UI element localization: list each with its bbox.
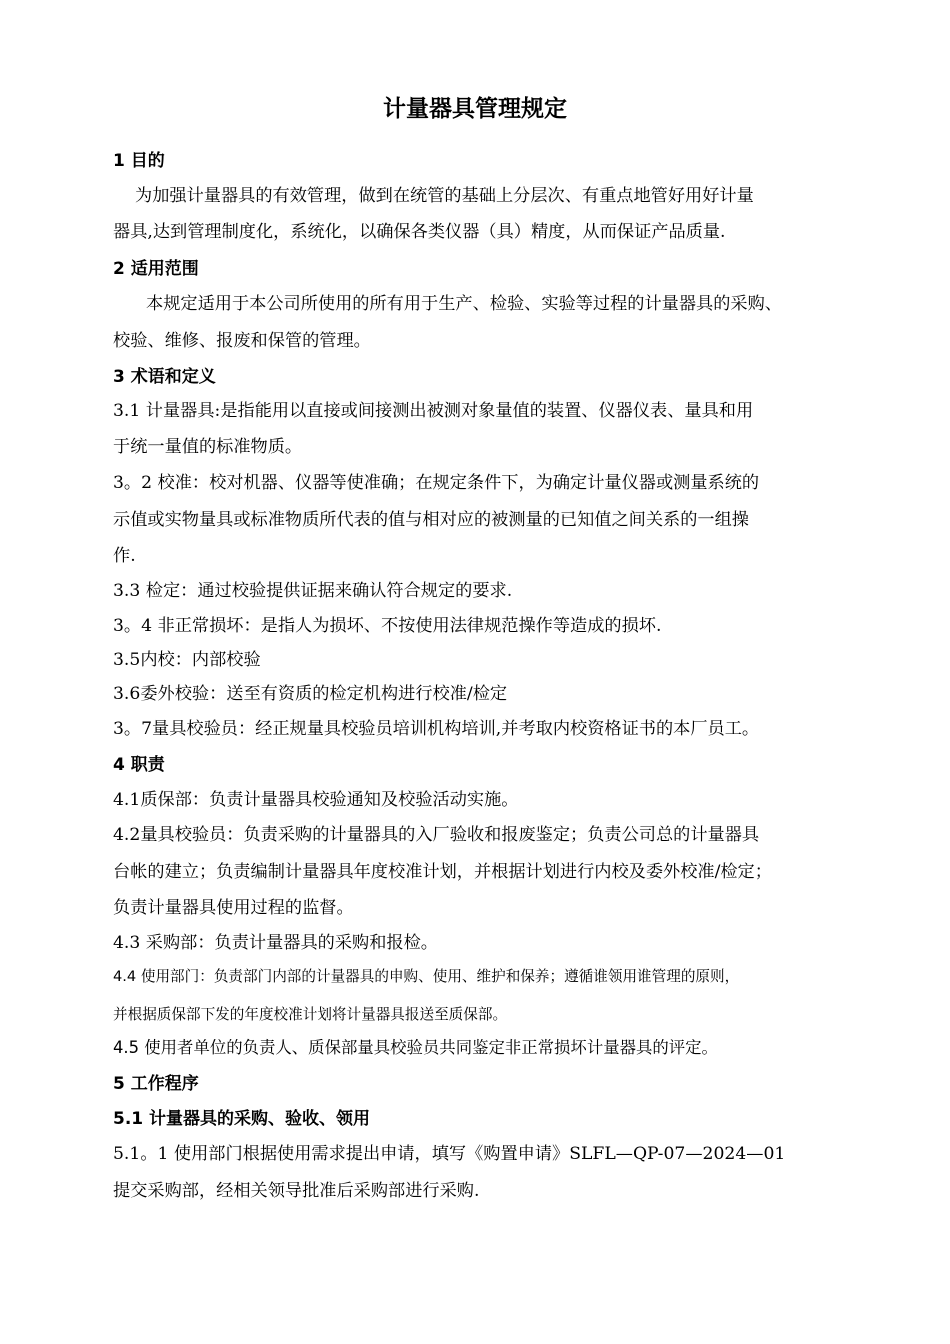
paragraph-line: 3。4 非正常损坏：是指人为损坏、不按使用法律规范操作等造成的损坏.	[113, 616, 662, 636]
subsection-heading-procurement: 5.1 计量器具的采购、验收、领用	[113, 1109, 371, 1129]
paragraph-line: 4.5 使用者单位的负责人、质保部量具校验员共同鉴定非正常损坏计量器具的评定。	[113, 1038, 718, 1057]
section-heading-purpose: 1 目的	[113, 151, 165, 171]
paragraph-line: 台帐的建立；负责编制计量器具年度校准计划，并根据计划进行内校及委外校准/检定；	[113, 862, 772, 882]
paragraph-line: 4.4 使用部门：负责部门内部的计量器具的申购、使用、维护和保养；遵循谁领用谁管理的原则，	[113, 968, 740, 985]
paragraph-line: 4.1质保部：负责计量器具校验通知及校验活动实施。	[113, 790, 519, 810]
section-heading-procedure: 5 工作程序	[113, 1074, 199, 1094]
paragraph-line: 3.1 计量器具:是指能用以直接或间接测出被测对象量值的装置、仪器仪表、量具和用	[113, 401, 754, 421]
paragraph-line: 本规定适用于本公司所使用的所有用于生产、检验、实验等过程的计量器具的采购、	[146, 294, 782, 314]
section-heading-scope: 2 适用范围	[113, 259, 199, 279]
document-title: 计量器具管理规定	[383, 96, 567, 122]
section-heading-responsibilities: 4 职责	[113, 755, 165, 775]
paragraph-line: 3.3 检定：通过校验提供证据来确认符合规定的要求.	[113, 581, 513, 601]
paragraph-line: 校验、维修、报废和保管的管理。	[113, 331, 371, 351]
paragraph-line: 负责计量器具使用过程的监督。	[113, 898, 354, 918]
paragraph-line: 4.3 采购部：负责计量器具的采购和报检。	[113, 933, 438, 953]
paragraph-line: 3。7量具校验员：经正规量具校验员培训机构培训,并考取内校资格证书的本厂员工。	[113, 719, 760, 739]
paragraph-line: 作.	[113, 546, 136, 566]
paragraph-line: 并根据质保部下发的年度校准计划将计量器具报送至质保部。	[113, 1006, 508, 1023]
paragraph-line: 3.6委外校验：送至有资质的检定机构进行校准/检定	[113, 684, 508, 704]
paragraph-line: 为加强计量器具的有效管理，做到在统管的基础上分层次、有重点地管好用好计量	[135, 186, 754, 206]
paragraph-line: 示值或实物量具或标准物质所代表的值与相对应的被测量的已知值之间关系的一组操	[113, 510, 749, 530]
paragraph-line: 于统一量值的标准物质。	[113, 437, 303, 457]
section-heading-terms: 3 术语和定义	[113, 367, 216, 387]
paragraph-line: 4.2量具校验员：负责采购的计量器具的入厂验收和报废鉴定；负责公司总的计量器具	[113, 825, 760, 845]
paragraph-line: 提交采购部，经相关领导批准后采购部进行采购.	[113, 1181, 480, 1201]
paragraph-line: 器具,达到管理制度化，系统化，以确保各类仪器（具）精度，从而保证产品质量.	[113, 222, 726, 242]
paragraph-line: 3。2 校准：校对机器、仪器等使准确；在规定条件下，为确定计量仪器或测量系统的	[113, 473, 760, 493]
paragraph-line: 3.5内校：内部校验	[113, 650, 261, 670]
paragraph-line: 5.1。1 使用部门根据使用需求提出申请，填写《购置申请》SLFL—QP-07—2024—01	[113, 1144, 786, 1164]
